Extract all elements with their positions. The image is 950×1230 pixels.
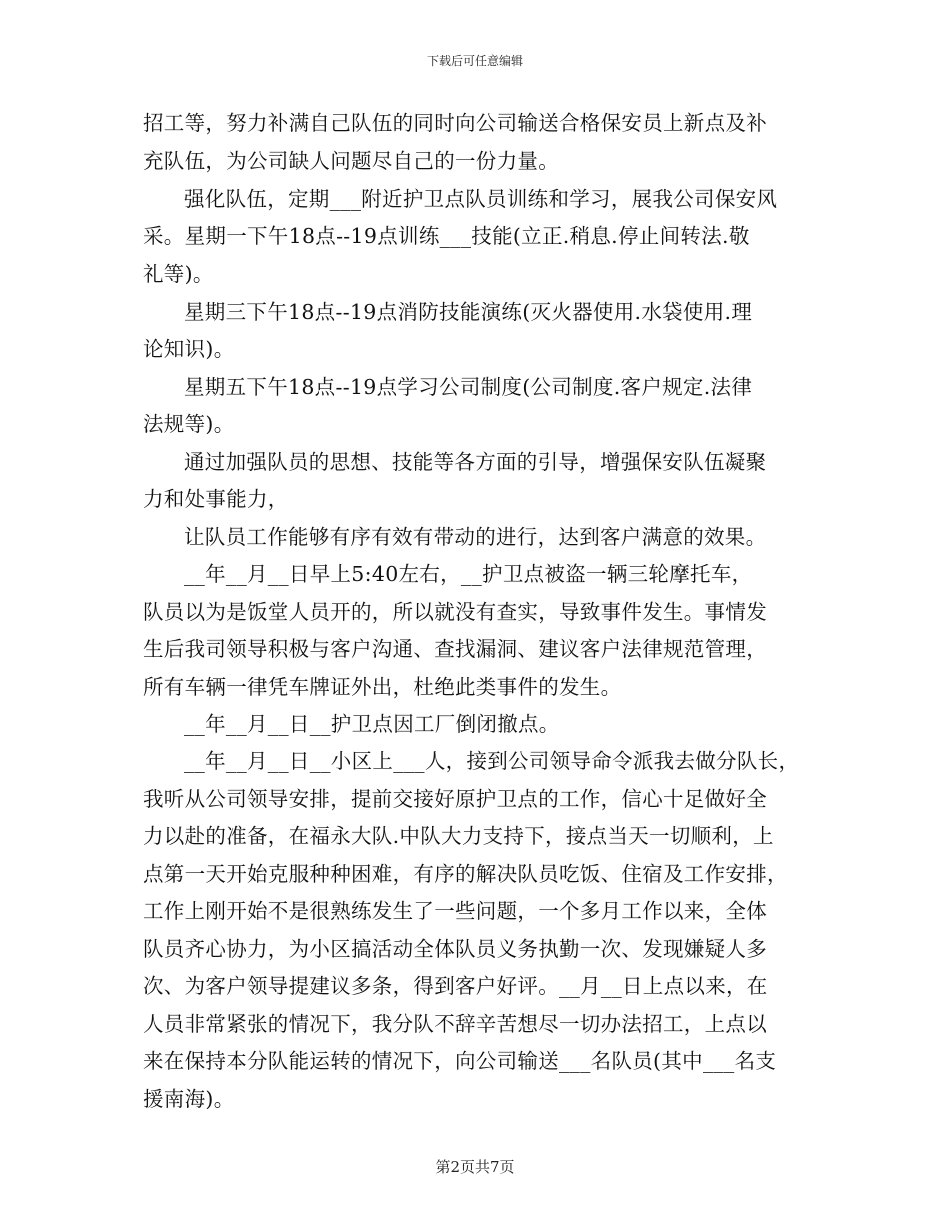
paragraph-start-line: __年__月__日__护卫点因工厂倒闭撤点。 [184, 712, 560, 736]
text-line: 人员非常紧张的情况下，我分队不辞辛苦想尽一切办法招工，上点以 [143, 1012, 767, 1036]
paragraph-start-line: 星期三下午18点--19点消防技能演练(灭火器使用.水袋使用.理 [184, 300, 753, 324]
text-line: 所有车辆一律凭车牌证外出，杜绝此类事件的发生。 [143, 675, 622, 699]
paragraph-start-line: 星期五下午18点--19点学习公司制度(公司制度.客户规定.法律 [184, 375, 753, 399]
page-header: 下载后可任意编辑 [426, 54, 523, 68]
paragraph-start-line: __年__月__日早上5:40左右，__护卫点被盗一辆三轮摩托车， [184, 562, 753, 586]
text-line: 论知识)。 [143, 337, 235, 361]
text-line: 次、为客户领导提建议多条，得到客户好评。__月__日上点以来，在 [143, 974, 768, 998]
text-line: 法规等)。 [143, 412, 235, 436]
text-line: 来在保持本分队能运转的情况下，向公司输送___名队员(其中___名支 [143, 1049, 777, 1073]
text-line: 采。星期一下午18点--19点训练___技能(立正.稍息.停止间转法.敬 [143, 224, 750, 248]
text-line: 我听从公司领导安排，提前交接好原护卫点的工作，信心十足做好全 [143, 787, 767, 811]
paragraph-start-line: 通过加强队员的思想、技能等各方面的引导，增强保安队伍凝聚 [184, 450, 767, 474]
text-line: 工作上刚开始不是很熟练发生了一些问题，一个多月工作以来，全体 [143, 899, 767, 923]
text-line: 点第一天开始克服种种困难，有序的解决队员吃饭、住宿及工作安排， [143, 862, 788, 886]
text-line: 力和处事能力， [143, 487, 289, 511]
paragraph-start-line: __年__月__日__小区上___人，接到公司领导命令派我去做分队长， [184, 749, 800, 773]
text-line: 礼等)。 [143, 262, 214, 286]
page-number-footer: 第2页共7页 [435, 1158, 515, 1176]
text-line: 招工等，努力补满自己队伍的同时向公司输送合格保安员上新点及补 [143, 111, 767, 135]
text-line: 生后我司领导积极与客户沟通、查找漏洞、建议客户法律规范管理， [143, 637, 767, 661]
paragraph-start-line: 强化队伍，定期___附近护卫点队员训练和学习，展我公司保安风 [184, 187, 778, 211]
text-line: 援南海)。 [143, 1087, 235, 1111]
paragraph-start-line: 让队员工作能够有序有效有带动的进行，达到客户满意的效果。 [184, 525, 767, 549]
text-line: 队员齐心协力，为小区搞活动全体队员义务执勤一次、发现嫌疑人多 [143, 937, 767, 961]
text-line: 充队伍，为公司缺人问题尽自己的一份力量。 [143, 149, 559, 173]
text-line: 队员以为是饭堂人员开的，所以就没有查实，导致事件发生。事情发 [143, 600, 767, 624]
text-line: 力以赴的准备，在福永大队.中队大力支持下，接点当天一切顺利，上 [143, 824, 774, 848]
